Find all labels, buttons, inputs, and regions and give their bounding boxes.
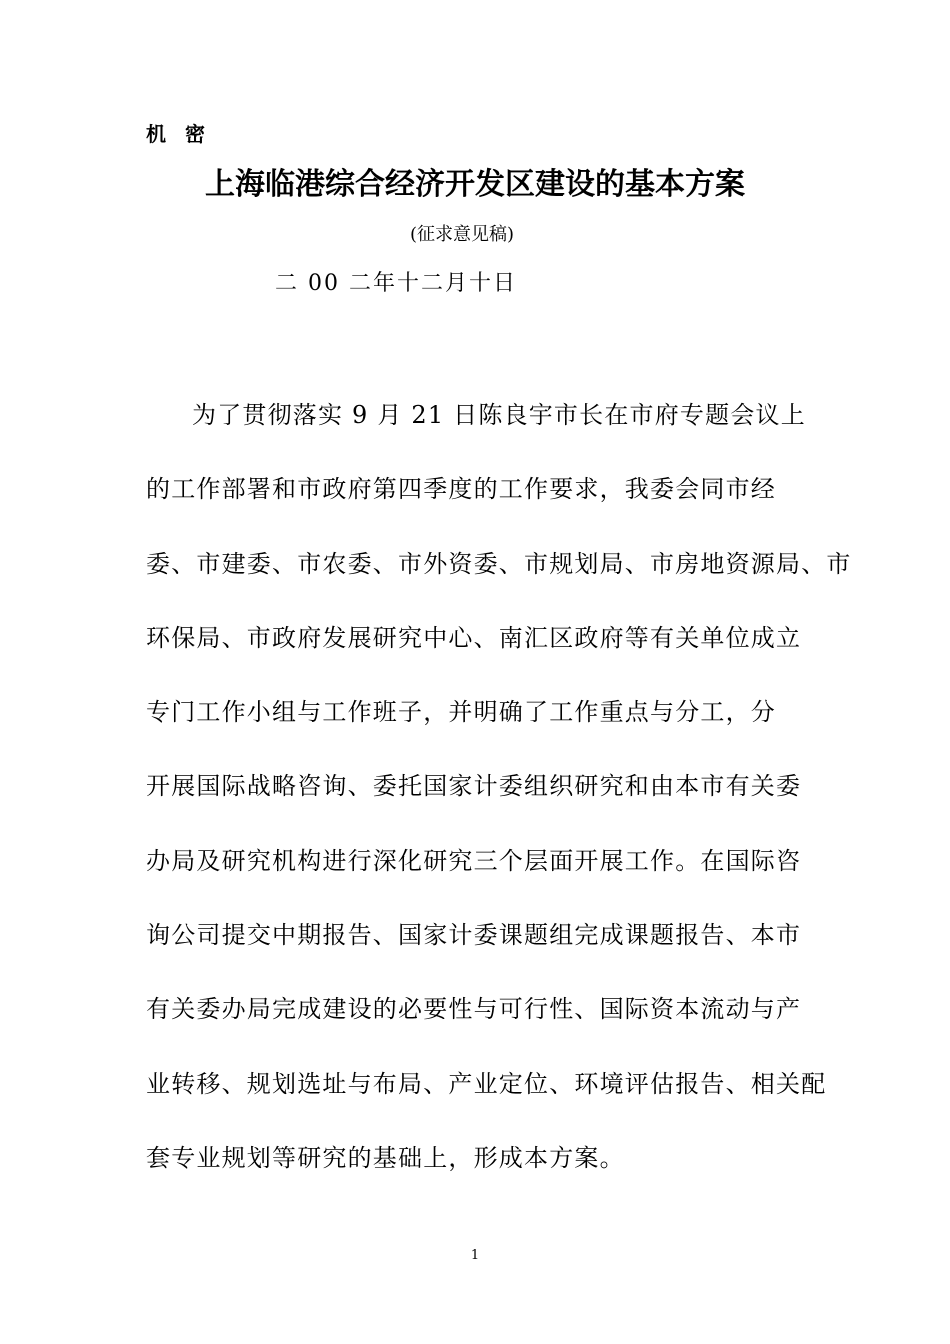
document-date: 二 00 二年十二月十日 <box>275 271 517 296</box>
body-line: 环保局、市政府发展研究中心、南汇区政府等有关单位成立 <box>146 623 802 652</box>
body-line: 询公司提交中期报告、国家计委课题组完成课题报告、本市 <box>146 921 802 950</box>
body-line: 有关委办局完成建设的必要性与可行性、国际资本流动与产 <box>146 995 802 1024</box>
body-line: 委、市建委、市农委、市外资委、市规划局、市房地资源局、市 <box>146 549 852 578</box>
body-line: 的工作部署和市政府第四季度的工作要求，我委会同市经 <box>146 475 776 504</box>
classification-label: 机 密 <box>146 122 211 146</box>
body-line: 业转移、规划选址与布局、产业定位、环境评估报告、相关配 <box>146 1069 827 1098</box>
body-line: 套专业规划等研究的基础上，形成本方案。 <box>146 1143 625 1172</box>
body-paragraph <box>146 390 852 1207</box>
page-number: 1 <box>470 1248 480 1263</box>
body-line: 办局及研究机构进行深化研究三个层面开展工作。在国际咨 <box>146 846 802 875</box>
body-line: 开展国际战略咨询、委托国家计委组织研究和由本市有关委 <box>146 772 802 801</box>
document-subtitle: (征求意见稿) <box>410 224 515 245</box>
body-line: 专门工作小组与工作班子，并明确了工作重点与分工，分 <box>146 698 776 727</box>
document-title: 上海临港综合经济开发区建设的基本方案 <box>205 167 745 202</box>
body-line: 为了贯彻落实 9 月 21 日陈良宇市长在市府专题会议上 <box>192 401 806 429</box>
